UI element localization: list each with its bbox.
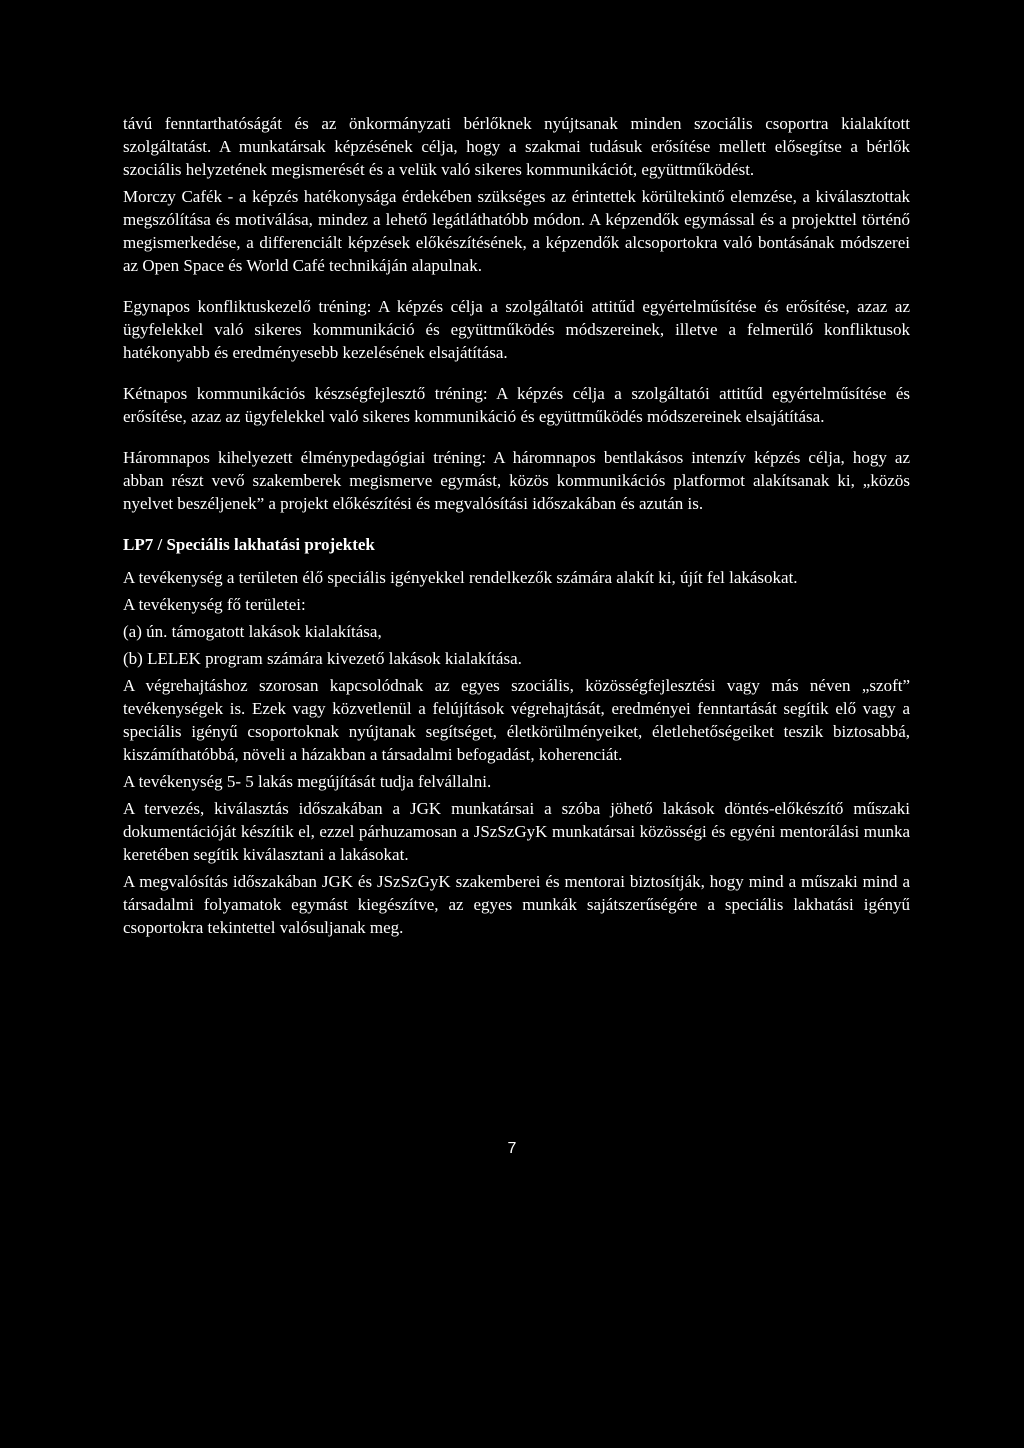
section-area-b: (b) LELEK program számára kivezető lakások kialakítása. bbox=[123, 649, 522, 668]
paragraph-morczy-cafe: Morczy Cafék - a képzés hatékonysága érdekében szükséges az érintettek körültekintő elemzése, a kiválasztottak megszólítása és motiválása, mindez a lehető legátláthatóbb módon. A képzendők egymással és a projekttel történő megismerkedése, a differenciált képzések előkészítésének, a képzendők alcsoportokra való bontásának módszerei az Open Space és World Café technikáján alapulnak. bbox=[123, 187, 910, 275]
paragraph-conflict-training: Egynapos konfliktuskezelő tréning: A képzés célja a szolgáltatói attitűd egyértelműsítése és erősítése, azaz az ügyfelekkel való sikeres kommunikáció és együttműködés módszereinek, illetve a felmerülő konfliktusok hatékonyabb és eredményesebb kezelésének elsajátítása. bbox=[123, 297, 910, 362]
section-soft-activities: A végrehajtáshoz szorosan kapcsolódnak az egyes szociális, közösségfejlesztési vagy más néven „szoft” tevékenységek is. Ezek vagy közvetlenül a felújítások végrehajtását, eredményei fenntartását segítik elő vagy a speciális igényű csoportoknak nyújtanak segítséget, életkörülményeiket, életlehetőségeiket teszik biztosabbá, kiszámíthatóbbá, növeli a házakban a társadalmi befogadást, koherenciát. bbox=[123, 676, 910, 764]
section-implementation-phase: A megvalósítás időszakában JGK és JSzSzGyK szakemberei és mentorai biztosítják, hogy mind a műszaki mind a társadalmi folyamatok egymást kiegészítve, az egyes munkák sajátszerűségére a speciális lakhatási igényű csoportokra tekintettel valósuljanak meg. bbox=[123, 872, 910, 937]
document-body bbox=[123, 112, 910, 939]
paragraph-communication-training: Kétnapos kommunikációs készségfejlesztő tréning: A képzés célja a szolgáltatói attitűd egyértelműsítése és erősítése, azaz az ügyfelekkel való sikeres kommunikáció és együttműködés módszereinek elsajátítása. bbox=[123, 384, 910, 426]
section-area-a: (a) ún. támogatott lakások kialakítása, bbox=[123, 622, 382, 641]
section-planning-phase: A tervezés, kiválasztás időszakában a JGK munkatársai a szóba jöhető lakások döntés-előkészítő műszaki dokumentációját készítik el, ezzel párhuzamosan a JSzSzGyK munkatársai közösségi és egyéni mentorálási munka keretében segítik kiválasztani a lakásokat. bbox=[123, 799, 910, 864]
section-areas-label: A tevékenység fő területei: bbox=[123, 595, 306, 614]
section-heading: LP7 / Speciális lakhatási projektek bbox=[123, 535, 375, 554]
page-number: 7 bbox=[507, 1140, 517, 1157]
section-capacity: A tevékenység 5- 5 lakás megújítását tudja felvállalni. bbox=[123, 772, 492, 791]
section-intro: A tevékenység a területen élő speciális igényekkel rendelkezők számára alakít ki, újít fel lakásokat. bbox=[123, 568, 798, 587]
paragraph-experiential-training: Háromnapos kihelyezett élménypedagógiai tréning: A háromnapos bentlakásos intenzív képzés célja, hogy az abban részt vevő szakemberek megismerve egymást, közös kommunikációs platformot alakítsanak ki, „közös nyelvet beszéljenek” a projekt előkészítési és megvalósítási időszakában és azután is. bbox=[123, 448, 910, 513]
paragraph-staff-training: távú fenntarthatóságát és az önkormányzati bérlőknek nyújtsanak minden szociális csoportra kialakított szolgáltatást. A munkatársak képzésének célja, hogy a szakmai tudásuk erősítése mellett elősegítse a bérlők szociális helyzetének megismerését és a velük való sikeres kommunikációt, együttműködést. bbox=[123, 114, 910, 179]
